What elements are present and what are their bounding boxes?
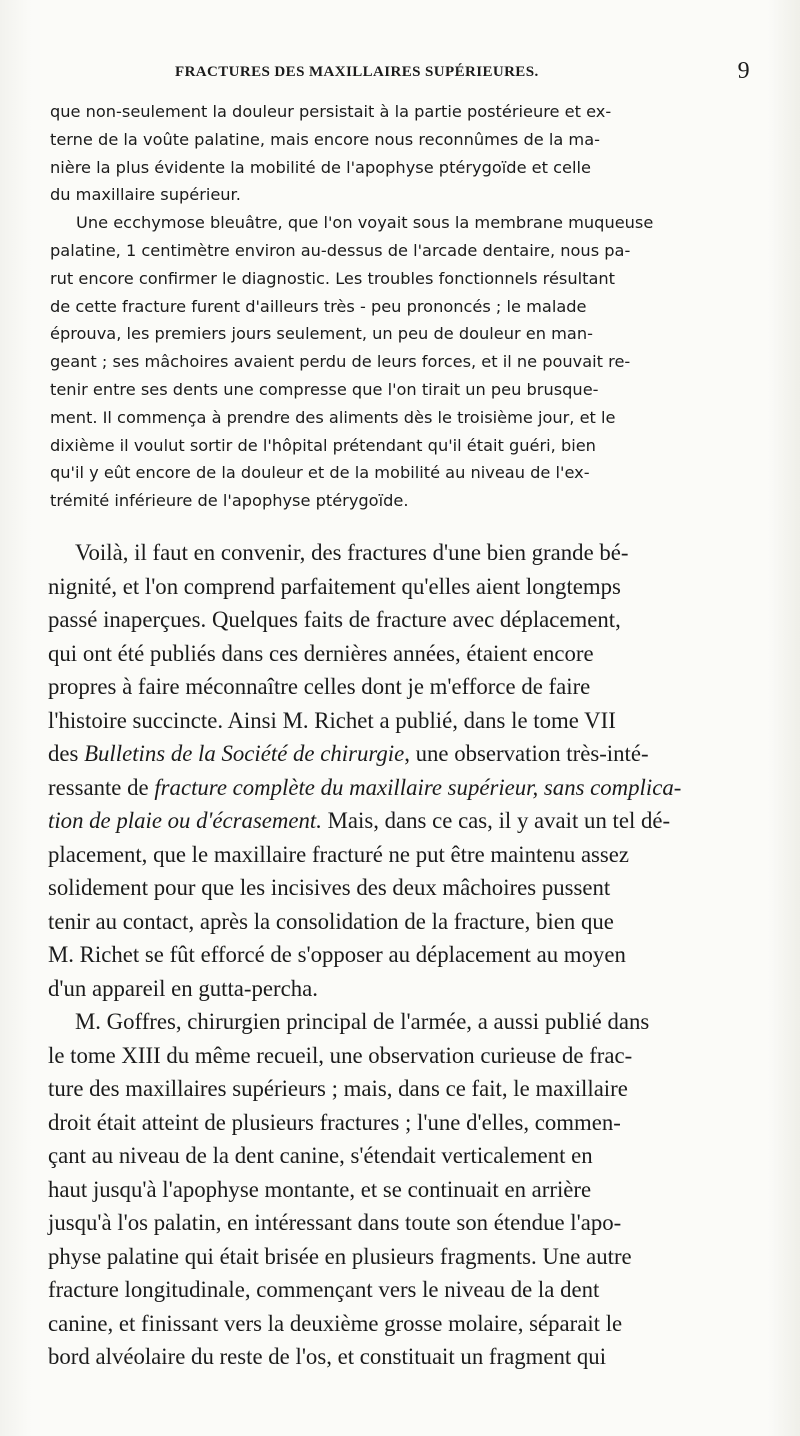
text-line: trémité inférieure de l'apophyse ptérygoïde. bbox=[50, 491, 409, 511]
text-line: droit était atteint de plusieurs fractures ; l'une d'elles, commen- bbox=[48, 1109, 621, 1135]
italic-title-bulletins: Bulletins de la Société de chirurgie bbox=[84, 741, 405, 766]
text-line: çant au niveau de la dent canine, s'étendait verticalement en bbox=[48, 1143, 593, 1168]
text-line: d'un appareil en gutta-percha. bbox=[48, 975, 318, 1001]
text-line: ment. Il commença à prendre des aliments dès le troisième jour, et le bbox=[50, 407, 616, 427]
text-line: qui ont été publiés dans ces dernières années, étaient encore bbox=[48, 640, 594, 666]
text-line: le tome XIII du même recueil, une observation curieuse de frac- bbox=[48, 1042, 633, 1068]
text-segment: ressante de bbox=[48, 774, 155, 800]
main-text-block bbox=[48, 536, 751, 1374]
running-head bbox=[175, 60, 750, 88]
text-line: passé inaperçues. Quelques faits de fracture avec déplacement, bbox=[48, 607, 621, 632]
text-line: placement, que le maxillaire fracturé ne put être maintenu assez bbox=[48, 841, 630, 867]
text-line: bord alvéolaire du reste de l'os, et constituait un fragment qui bbox=[48, 1344, 607, 1369]
paragraph-voila bbox=[48, 536, 751, 1005]
text-line: nière la plus évidente la mobilité de l'apophyse ptérygoïde et celle bbox=[50, 157, 591, 177]
text-segment: des bbox=[48, 741, 85, 766]
text-line: jusqu'à l'os palatin, en intéressant dans toute son étendue l'apo- bbox=[48, 1210, 622, 1235]
small-paragraph-ecchymose bbox=[50, 209, 750, 515]
small-paragraph-continuation bbox=[50, 98, 750, 209]
text-line: canine, et finissant vers la deuxième grosse molaire, séparait le bbox=[48, 1310, 623, 1336]
text-line: ture des maxillaires supérieurs ; mais, dans ce fait, le maxillaire bbox=[48, 1076, 628, 1101]
page-number: 9 bbox=[737, 58, 750, 84]
text-line: du maxillaire supérieur. bbox=[50, 185, 241, 205]
text-line: nignité, et l'on comprend parfaitement qu'elles aient longtemps bbox=[48, 573, 621, 599]
text-line: geant ; ses mâchoires avaient perdu de leurs forces, et il ne pouvait re- bbox=[50, 352, 631, 372]
text-line: tenir au contact, après la consolidation de la fracture, bien que bbox=[48, 908, 614, 934]
text-line bbox=[48, 804, 751, 838]
text-line: qu'il y eût encore de la douleur et de la mobilité au niveau de l'ex- bbox=[50, 463, 590, 483]
text-line: rut encore confirmer le diagnostic. Les troubles fonctionnels résultant bbox=[50, 268, 615, 288]
text-segment: , une observation très-inté- bbox=[404, 741, 649, 766]
text-line: fracture longitudinale, commençant vers le niveau de la dent bbox=[48, 1277, 600, 1302]
text-line: propres à faire méconnaître celles dont je m'efforce de faire bbox=[48, 674, 591, 699]
text-line bbox=[48, 771, 751, 805]
text-line: Voilà, il faut en convenir, des fractures d'une bien grande bé- bbox=[75, 540, 629, 565]
text-line: que non-seulement la douleur persistait à la partie postérieure et ex- bbox=[50, 102, 612, 121]
text-line: éprouva, les premiers jours seulement, un peu de douleur en man- bbox=[50, 324, 593, 344]
text-line: tenir entre ses dents une compresse que l'on tirait un peu brusque- bbox=[50, 379, 599, 399]
text-line: palatine, 1 centimètre environ au-dessus de l'arcade dentaire, nous pa- bbox=[50, 240, 631, 260]
running-title: FRACTURES DES MAXILLAIRES SUPÉRIEURES. bbox=[175, 64, 539, 80]
text-line: M. Richet se fût efforcé de s'opposer au déplacement au moyen bbox=[48, 942, 626, 967]
text-line: l'histoire succincte. Ainsi M. Richet a publié, dans le tome VII bbox=[48, 707, 616, 733]
italic-case-title-continued: tion de plaie ou d'écrasement. bbox=[48, 808, 322, 833]
text-line: Une ecchymose bleuâtre, que l'on voyait sous la membrane muqueuse bbox=[76, 213, 654, 233]
paragraph-goffres bbox=[48, 1005, 751, 1374]
text-line: physe palatine qui était brisée en plusieurs fragments. Une autre bbox=[48, 1243, 632, 1269]
text-line: de cette fracture furent d'ailleurs très - peu prononcés ; le malade bbox=[50, 296, 587, 316]
text-line: dixième il voulut sortir de l'hôpital prétendant qu'il était guéri, bien bbox=[50, 435, 596, 455]
text-segment: Mais, dans ce cas, il y avait un tel dé- bbox=[321, 808, 671, 833]
text-line: solidement pour que les incisives des deux mâchoires pussent bbox=[48, 875, 611, 900]
text-line bbox=[48, 737, 751, 771]
small-print-text-block bbox=[50, 98, 750, 515]
italic-case-title: fracture complète du maxillaire supérieur, sans complica- bbox=[154, 774, 682, 800]
text-line: M. Goffres, chirurgien principal de l'armée, a aussi publié dans bbox=[75, 1009, 650, 1034]
text-line: terne de la voûte palatine, mais encore nous reconnûmes de la ma- bbox=[50, 129, 600, 149]
text-line: haut jusqu'à l'apophyse montante, et se continuait en arrière bbox=[48, 1176, 592, 1202]
